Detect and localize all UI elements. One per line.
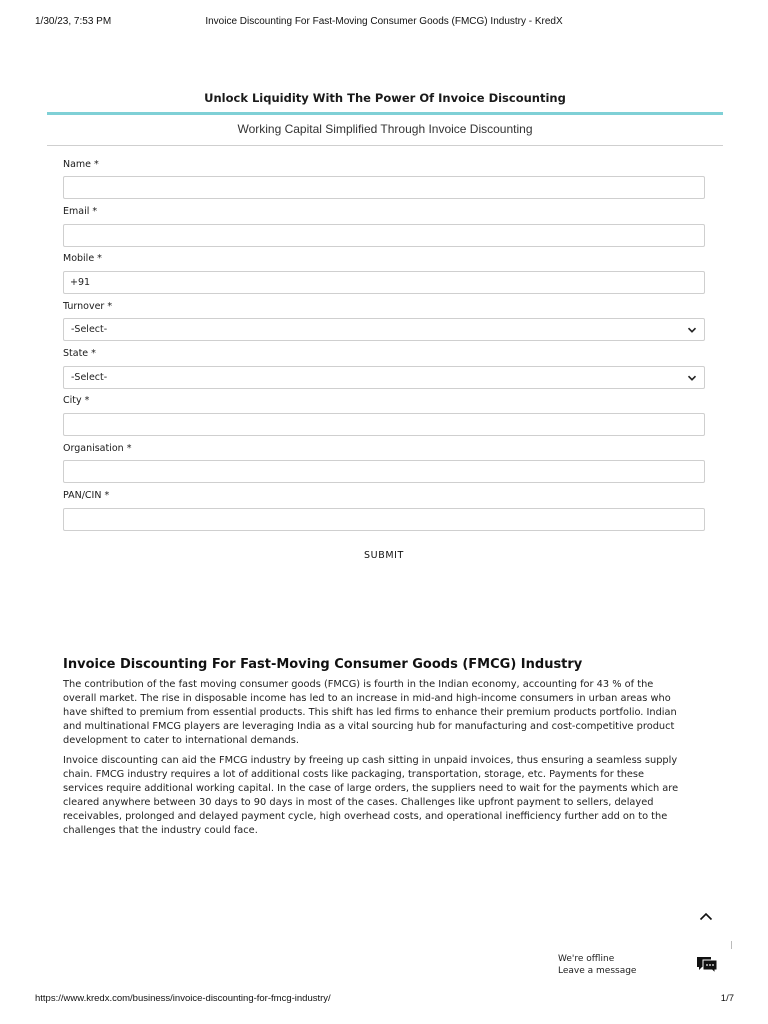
subheading-divider [47, 145, 723, 146]
article-paragraph-1 [63, 678, 713, 748]
paragraph-line: and multinational FMCG players are leveraging India as a vital sourcing hub for manufacturing and cost-competitive product [63, 721, 675, 732]
chat-icon [696, 955, 718, 975]
print-footer [0, 993, 768, 1009]
submit-button[interactable]: SUBMIT [364, 550, 404, 561]
chat-status: We're offline [558, 954, 615, 964]
paragraph-line: services require additional working capital. In the case of large orders, the suppliers need to wait for the payments which are [63, 783, 679, 794]
state-label: State * [63, 348, 96, 359]
form-subheading: Working Capital Simplified Through Invoice Discounting [237, 122, 533, 136]
chevron-down-icon [687, 325, 697, 335]
turnover-label: Turnover * [63, 301, 113, 312]
pan-cin-input[interactable] [63, 508, 705, 531]
paragraph-line: have shifted to premium from essential products. This shift has led firms to enhance their premium products portfolio. Indian [63, 707, 677, 718]
paragraph-line: chain. FMCG industry requires a lot of additional costs like packaging, transportation, storage, etc. Payments for these [63, 769, 645, 780]
paragraph-line: The contribution of the fast moving consumer goods (FMCG) is fourth in the Indian economy, accounting for 43 % of the [63, 679, 654, 690]
scroll-to-top-icon [697, 908, 715, 926]
chat-button[interactable] [696, 955, 718, 975]
paragraph-line: development to cater to international demands. [63, 735, 299, 746]
form-heading: Unlock Liquidity With The Power Of Invoice Discounting [204, 91, 566, 105]
chevron-down-icon [687, 373, 697, 383]
paragraph-line: Invoice discounting can aid the FMCG industry by freeing up cash sitting in unpaid invoices, thus ensuring a seamless supply [63, 755, 678, 766]
paragraph-line: cleared anywhere between 30 days to 90 days in most of the cases. Challenges like upfront payment to sellers, delayed [63, 797, 654, 808]
organisation-label: Organisation * [63, 443, 132, 454]
print-url: https://www.kredx.com/business/invoice-discounting-for-fmcg-industry/ [35, 993, 331, 1004]
heading-divider [47, 112, 723, 115]
email-label: Email * [63, 206, 98, 217]
scrollbar-mark [731, 941, 732, 949]
article-paragraph-2 [63, 754, 713, 838]
organisation-input[interactable] [63, 460, 705, 483]
chat-leave-message-link[interactable]: Leave a message [558, 966, 637, 976]
email-input[interactable] [63, 224, 705, 247]
turnover-selected-value: -Select- [71, 324, 108, 335]
article-title: Invoice Discounting For Fast-Moving Consumer Goods (FMCG) Industry [63, 657, 583, 672]
name-label: Name * [63, 159, 99, 170]
city-label: City * [63, 395, 90, 406]
mobile-input[interactable] [63, 271, 705, 294]
paragraph-line: overall market. The rise in disposable income has led to an increase in mid-and high-income consumers in urban areas who [63, 693, 671, 704]
turnover-select[interactable] [63, 318, 705, 341]
mobile-label: Mobile * [63, 253, 102, 264]
paragraph-line: challenges that the industry could face. [63, 825, 258, 836]
mobile-value: +91 [70, 277, 91, 288]
city-input[interactable] [63, 413, 705, 436]
print-page-number: 1/7 [720, 993, 734, 1004]
name-input[interactable] [63, 176, 705, 199]
state-selected-value: -Select- [71, 372, 108, 383]
print-header [0, 16, 768, 32]
scroll-to-top-button[interactable] [697, 908, 715, 926]
state-select[interactable] [63, 366, 705, 389]
print-page-title: Invoice Discounting For Fast-Moving Consumer Goods (FMCG) Industry - KredX [205, 16, 563, 27]
paragraph-line: receivables, prolonged and delayed payment cycle, high overhead costs, and operational inefficiency further add on to the [63, 811, 668, 822]
print-date: 1/30/23, 7:53 PM [35, 16, 112, 27]
pan-cin-label: PAN/CIN * [63, 490, 110, 501]
